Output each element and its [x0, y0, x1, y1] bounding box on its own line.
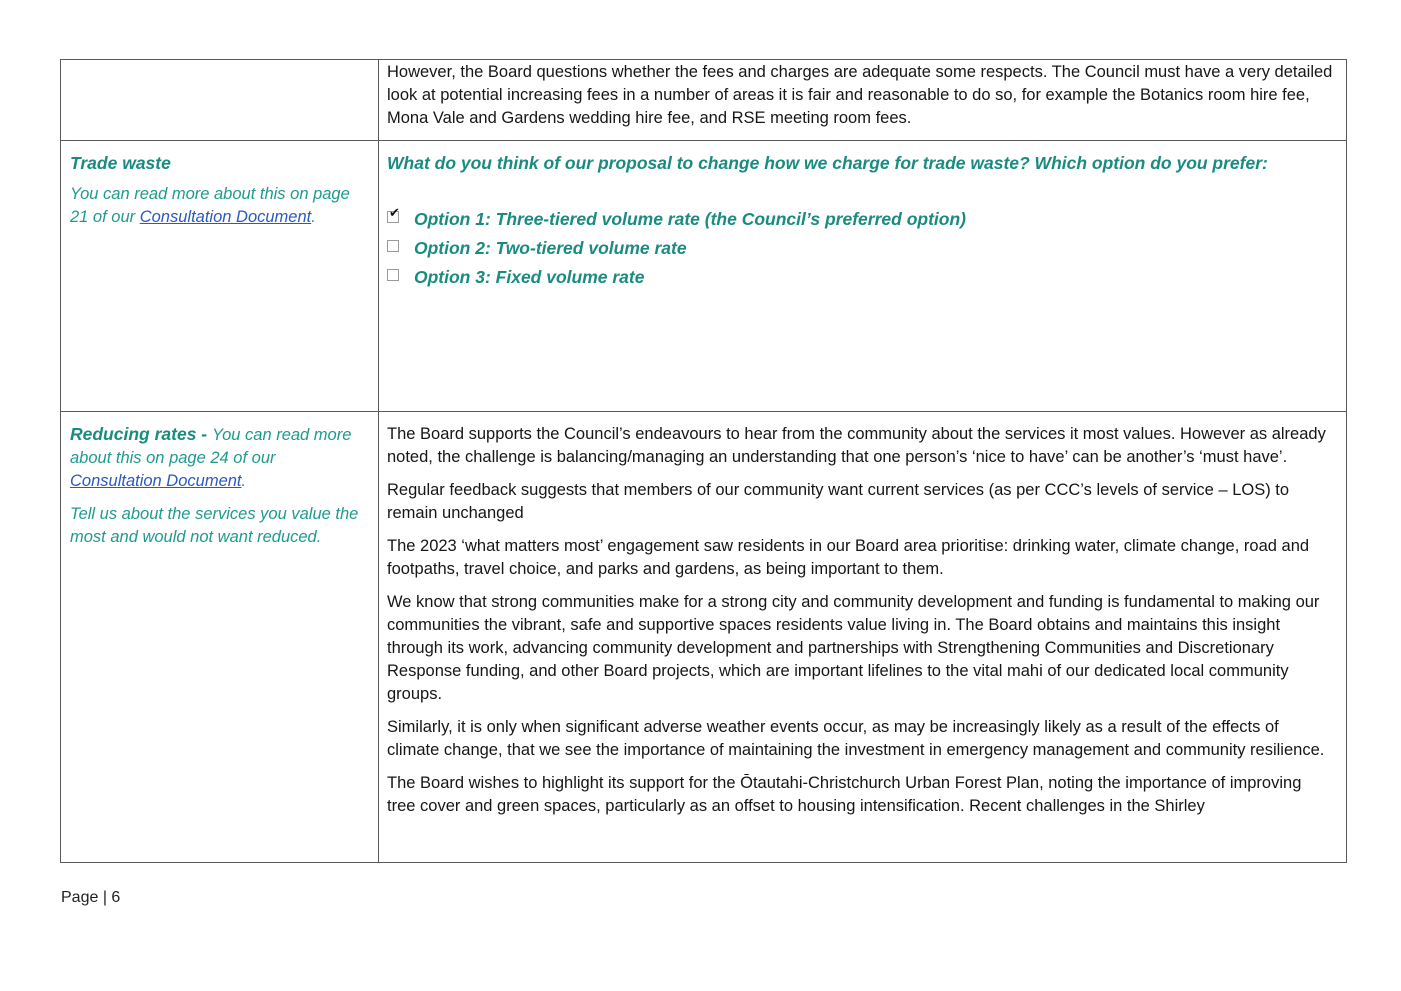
option-1-label: Option 1: Three-tiered volume rate (the Council’s preferred option) — [414, 209, 966, 229]
option-3-checkbox[interactable] — [387, 269, 399, 281]
option-2-label: Option 2: Two-tiered volume rate — [414, 238, 687, 258]
fees-row — [61, 60, 1346, 140]
reducing-rates-note-suffix: . — [241, 472, 247, 490]
reducing-rates-instruction: Tell us about the services you value the most and would not want reduced. — [70, 505, 359, 546]
trade-waste-question: What do you think of our proposal to change how we charge for trade waste? Which option do you prefer: — [387, 153, 1268, 173]
reducing-rates-note-text: You can read more about this on page 24 of our — [70, 426, 352, 467]
option-3-label: Option 3: Fixed volume rate — [414, 267, 645, 287]
option-2-checkbox[interactable] — [387, 240, 399, 252]
reducing-rates-paragraph-4: We know that strong communities make for a strong city and community development and funding is fundamental to making our communities the vibrant, safe and supportive spaces residents value living in. The Board obtains and maintains this insight through its work, advancing community development and partnerships with Strengthening Communities and Discretionary Response funding, and other Board projects, which are important lifelines to the vital mahi of our dedicated local community groups. — [387, 593, 1320, 703]
option-3[interactable] — [387, 268, 1334, 297]
reducing-rates-paragraph-6: The Board wishes to highlight its support for the Ōtautahi-Christchurch Urban Forest Plan, noting the importance of improving tree cover and green spaces, particularly as an offset to housing intensification. Recent challenges in the Shirley — [387, 774, 1302, 815]
reducing-rates-paragraph-5: Similarly, it is only when significant adverse weather events occur, as may be increasingly likely as a result of the effects of climate change, that we see the importance of maintaining the investment in emergency management and community resilience. — [387, 718, 1325, 759]
trade-waste-note-suffix: . — [311, 208, 316, 226]
trade-waste-label-cell — [61, 141, 379, 411]
reducing-rates-paragraph-3: The 2023 ‘what matters most’ engagement saw residents in our Board area prioritise: drinking water, climate change, road and footpaths, travel choice, and parks and gardens, as being important to them. — [387, 537, 1310, 578]
reducing-rates-paragraph-2: Regular feedback suggests that members of our community want current services (as per CCC’s levels of service – LOS) to remain unchanged — [387, 481, 1290, 522]
option-2[interactable] — [387, 239, 1334, 268]
page-number: Page | 6 — [61, 889, 121, 906]
fees-row-response-cell — [379, 60, 1346, 140]
reducing-rates-response-cell — [379, 412, 1346, 862]
reducing-rates-label-cell — [61, 412, 379, 862]
trade-waste-consultation-link[interactable]: Consultation Document — [139, 208, 312, 226]
option-1-checkbox[interactable] — [387, 206, 400, 223]
reducing-rates-row — [61, 411, 1346, 862]
submission-table — [60, 59, 1347, 863]
reducing-rates-consultation-link[interactable]: Consultation Document — [70, 472, 242, 490]
trade-waste-note-text: You can read more about this on page 21 of our — [70, 185, 350, 226]
checkmark-icon: ✔ — [389, 206, 400, 221]
trade-waste-options — [387, 206, 1334, 297]
trade-waste-title: Trade waste — [70, 153, 171, 173]
reducing-rates-note — [70, 423, 370, 493]
reducing-rates-paragraph-1: The Board supports the Council’s endeavours to hear from the community about the services it most values. However as already noted, the challenge is balancing/managing an understanding that one person’s ‘nice to have’ can be another’s ‘must have’. — [387, 425, 1326, 466]
fees-row-label-cell — [61, 60, 379, 140]
option-1[interactable] — [387, 206, 1334, 239]
trade-waste-row — [61, 140, 1346, 411]
reducing-rates-title: Reducing rates - — [70, 424, 212, 444]
trade-waste-response-cell — [379, 141, 1346, 411]
fees-response-paragraph: However, the Board questions whether the fees and charges are adequate some respects. The Council must have a very detailed look at potential increasing fees in a number of areas it is fair and reasonable to do so, for example the Botanics room hire fee, Mona Vale and Gardens wedding hire fee, and RSE meeting room fees. — [387, 63, 1333, 127]
trade-waste-note — [70, 183, 370, 229]
